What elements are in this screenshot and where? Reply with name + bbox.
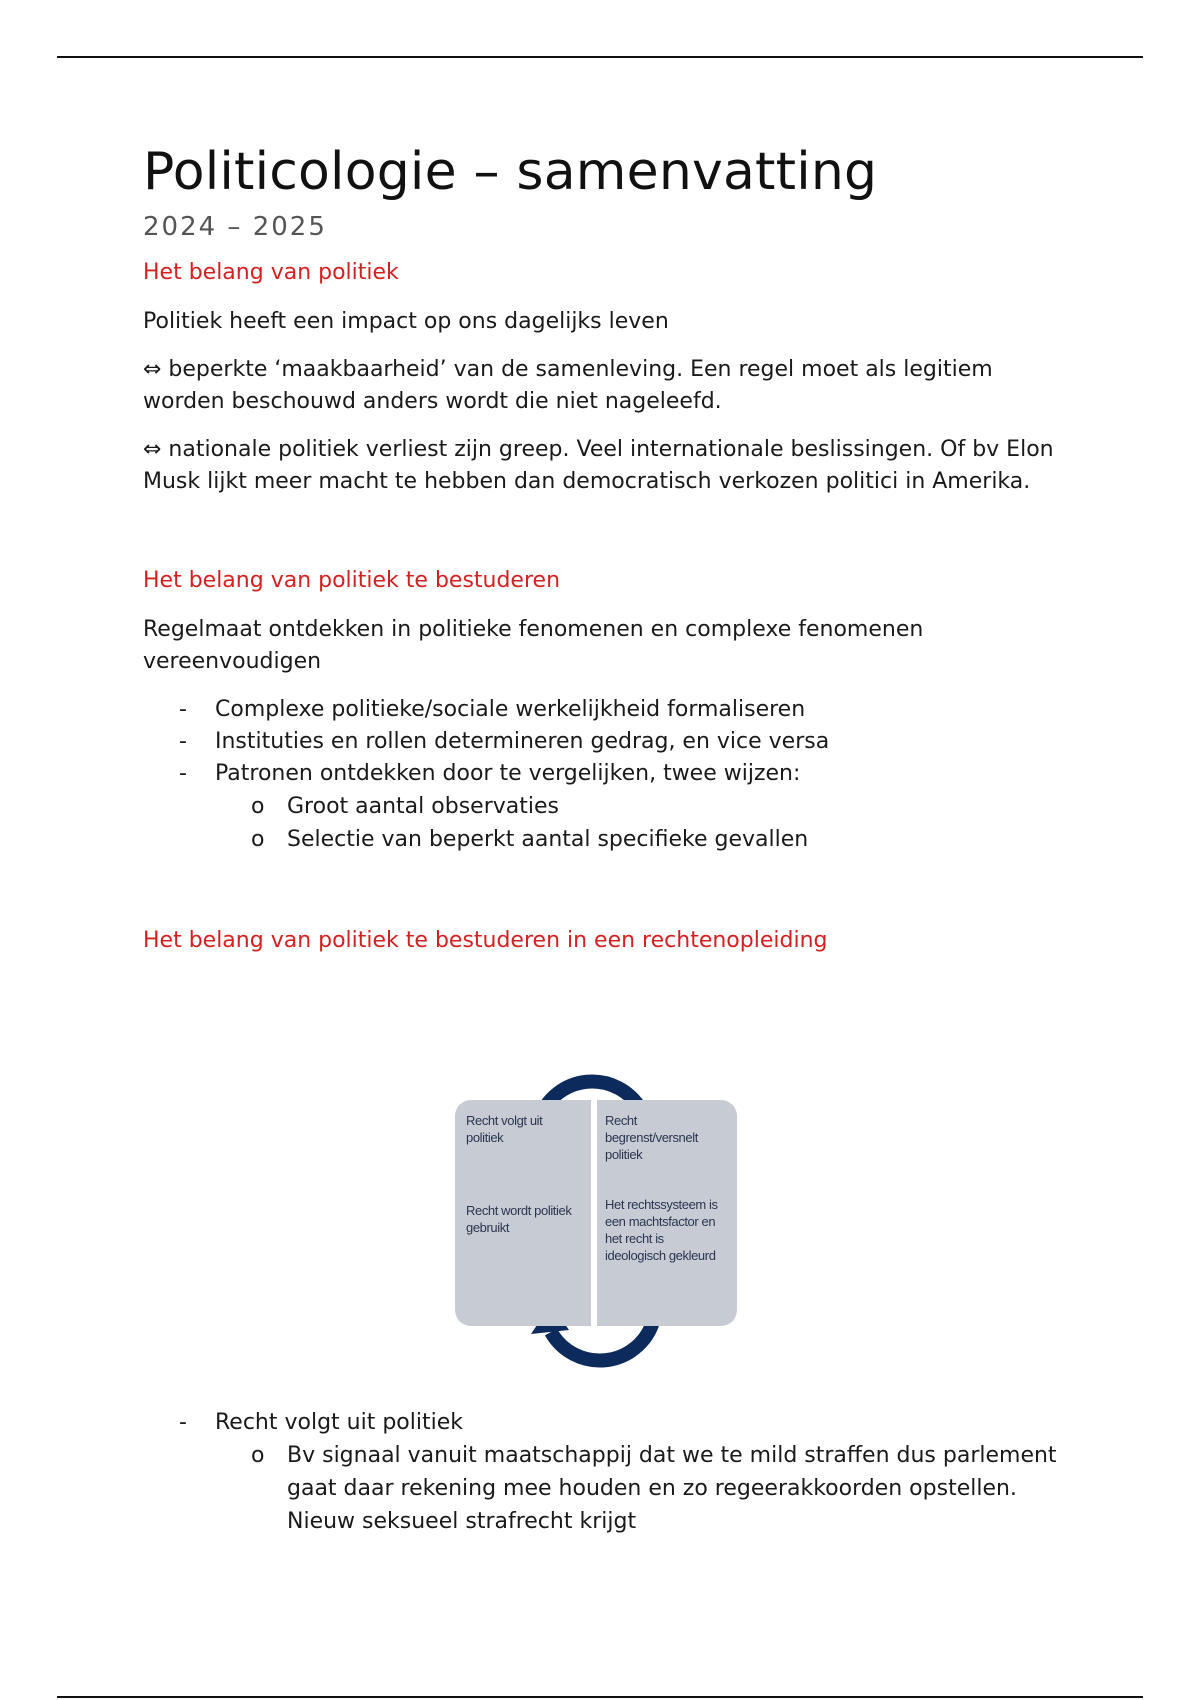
paragraph-regelmaat: Regelmaat ontdekken in politieke fenomenen en complexe fenomenen vereenvoudigen bbox=[143, 617, 924, 674]
sub-bullet-list bbox=[215, 790, 1063, 856]
paragraph-maakbaarheid-text: beperkte ‘maakbaarheid’ van de samenleving. Een regel moet als legitiem worden beschouwd anders wordt die niet nageleefd. bbox=[143, 357, 993, 414]
list-item: - Instituties en rollen determineren gedrag, en vice versa bbox=[143, 726, 1063, 758]
paragraph-nationale-politiek bbox=[143, 434, 1063, 498]
list-item: - Patronen ontdekken door te vergelijken, twee wijzen: o Groot aantal observaties o Selectie van beperkt aantal specifieke gevallen bbox=[143, 758, 1063, 856]
top-rule bbox=[57, 56, 1143, 58]
left-right-arrow-icon: ⇔ bbox=[143, 357, 162, 382]
paragraph-impact: Politiek heeft een impact op ons dagelijks leven bbox=[143, 309, 669, 334]
page-subtitle: 2024 – 2025 bbox=[143, 212, 327, 242]
dash-bullet: - bbox=[179, 729, 187, 754]
document-body bbox=[143, 140, 1063, 956]
list-item: - Complexe politieke/sociale werkelijkheid formaliseren bbox=[143, 694, 1063, 726]
dash-bullet: - bbox=[179, 1410, 187, 1435]
document-body-continued bbox=[143, 1407, 1063, 1538]
sub-bullet-list bbox=[215, 1439, 1063, 1538]
bullet-list-bestuderen bbox=[143, 694, 1063, 856]
paragraph-maakbaarheid bbox=[143, 354, 1063, 418]
page-title: Politicologie – samenvatting bbox=[143, 142, 878, 202]
circle-bullet: o bbox=[251, 1443, 265, 1468]
diagram-label-recht-wordt: Recht wordt politiek gebruikt bbox=[466, 1203, 572, 1235]
circle-bullet: o bbox=[251, 827, 265, 852]
sub-list-item: o Bv signaal vanuit maatschappij dat we te mild straffen dus parlement gaat daar rekening mee houden en zo regeerakkoorden opstellen. Nieuw seksueel strafrecht krijgt bbox=[215, 1439, 1063, 1538]
section-heading-belang: Het belang van politiek bbox=[143, 260, 399, 285]
diagram-right-panel bbox=[597, 1100, 737, 1326]
section-heading-rechtenopleiding: Het belang van politiek te bestuderen in een rechtenopleiding bbox=[143, 928, 828, 953]
sub-list-item: o Groot aantal observaties bbox=[215, 790, 1063, 823]
diagram-label-recht-begrenst: Recht begrenst/versnelt politiek bbox=[605, 1113, 698, 1162]
circle-bullet: o bbox=[251, 794, 265, 819]
left-right-arrow-icon: ⇔ bbox=[143, 437, 162, 462]
dash-bullet: - bbox=[179, 761, 187, 786]
list-item: - Recht volgt uit politiek o Bv signaal vanuit maatschappij dat we te mild straffen dus parlement gaat daar rekening mee houden en zo regeerakkoorden opstellen. Nieuw seksueel strafrecht krijgt bbox=[143, 1407, 1063, 1538]
law-politics-cycle-diagram bbox=[455, 1050, 737, 1382]
diagram-label-recht-volgt: Recht volgt uit politiek bbox=[466, 1113, 543, 1145]
bullet-list-rechtenopleiding bbox=[143, 1407, 1063, 1538]
section-heading-bestuderen: Het belang van politiek te bestuderen bbox=[143, 568, 561, 593]
diagram-label-rechtssysteem: Het rechtssysteem is een machtsfactor en het recht is ideologisch gekleurd bbox=[605, 1197, 718, 1263]
diagram-left-panel bbox=[455, 1100, 591, 1326]
bottom-rule bbox=[57, 1696, 1143, 1698]
sub-list-item: o Selectie van beperkt aantal specifieke gevallen bbox=[215, 823, 1063, 856]
dash-bullet: - bbox=[179, 697, 187, 722]
paragraph-nationale-politiek-text: nationale politiek verliest zijn greep. Veel internationale beslissingen. Of bv Elon Musk lijkt meer macht te hebben dan democratisch verkozen politici in Amerika. bbox=[143, 437, 1054, 494]
